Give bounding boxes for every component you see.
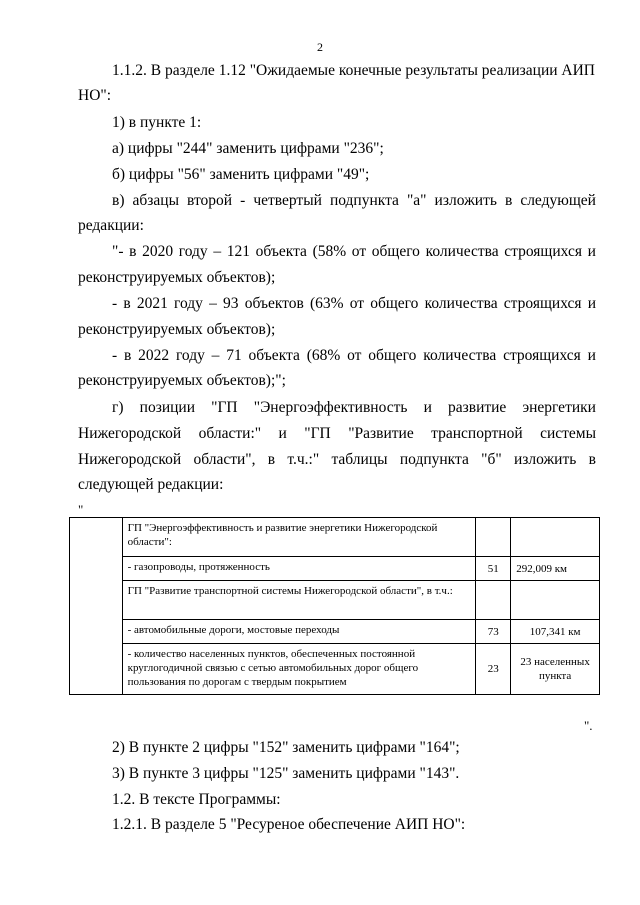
word: позиции: [139, 399, 196, 416]
word: и: [278, 425, 287, 442]
word: 93: [223, 295, 239, 312]
word: 71: [226, 347, 242, 364]
paragraph-item-a: а) цифры "244" заменить цифрами "236";: [112, 140, 384, 157]
word: количества: [423, 347, 497, 364]
word: от: [349, 295, 365, 312]
word: "Развитие: [348, 425, 414, 442]
word: г): [112, 399, 124, 416]
paragraph-item-b: б) цифры "56" заменить цифрами "49";: [112, 166, 370, 183]
paragraph-2020-cont: реконструируемых объектов);: [78, 269, 276, 286]
table-cell-name: - газопроводы, протяженность: [122, 557, 476, 581]
table-open-quote: ": [78, 502, 84, 517]
table-cell-num: [476, 518, 511, 557]
paragraph-1-1-2: 1.1.2. В разделе 1.12 "Ожидаемые конечные результаты реализации АИП: [112, 62, 595, 79]
paragraph-item-v-cont: редакции:: [78, 217, 144, 234]
paragraph-2020: [112, 242, 596, 262]
word: области",: [193, 451, 256, 468]
paragraph-item-g: [112, 398, 596, 418]
paragraph-1-2: 1.2. В тексте Программы:: [112, 791, 281, 808]
table-cell-unit: [511, 581, 600, 620]
paragraph-item-3: 3) В пункте 3 цифры "125" заменить цифрами "143".: [112, 765, 460, 782]
word: от: [351, 243, 367, 260]
paragraph-item-g-line3: [78, 450, 596, 470]
word: объектов: [244, 295, 304, 312]
table-row: [70, 557, 600, 581]
table-cell-num: 51: [476, 557, 511, 581]
word: и: [587, 243, 596, 260]
table-cell-name: ГП "Энергоэффективность и развитие энергетики Нижегородской области":: [122, 518, 476, 557]
table-cell-name: ГП "Развитие транспортной системы Нижегородской области", в т.ч.:: [122, 581, 476, 620]
word: "б": [481, 451, 502, 468]
word: системы: [540, 425, 596, 442]
word: объекта: [248, 347, 300, 364]
table-cell-name: - количество населенных пунктов, обеспеченных постоянной круглогодичной связью с сетью автомобильных дорог общего пользования по дорогам с твердым покрытием: [122, 644, 476, 695]
paragraph-1-1-2-cont: НО":: [78, 87, 112, 104]
table-cell-unit: [511, 518, 600, 557]
word: от: [347, 347, 362, 364]
word: –: [213, 243, 222, 260]
table-row: [70, 644, 600, 695]
word: –: [209, 295, 217, 312]
word: и: [423, 399, 432, 416]
word: -: [112, 295, 118, 312]
paragraph-2022: [112, 346, 596, 366]
word: изложить: [434, 192, 497, 209]
table-cell-num: 23: [476, 644, 511, 695]
word: в: [504, 192, 513, 209]
word: Нижегородской: [78, 451, 182, 468]
word: подпункта: [399, 451, 469, 468]
word: объекта: [255, 243, 307, 260]
table-close-quote: ".: [584, 718, 593, 733]
paragraph-2021: [112, 294, 596, 314]
word: (68%: [306, 347, 341, 364]
word: году: [174, 295, 203, 312]
word: (58%: [312, 243, 347, 260]
table-cell-unit: 107,341 км: [511, 620, 600, 644]
table-row: [70, 518, 600, 557]
table-cell-num: [476, 581, 511, 620]
word: следующей: [520, 192, 596, 209]
word: -: [112, 347, 118, 364]
word: второй: [187, 192, 233, 209]
table-cell-unit: 23 населенных пункта: [511, 644, 600, 695]
word: энергетики: [522, 399, 596, 416]
word: строящихся: [504, 243, 582, 260]
word: 2020: [142, 243, 174, 260]
word: транспортной: [431, 425, 523, 442]
word: развитие: [448, 399, 507, 416]
amendment-table: [69, 517, 600, 695]
word: области:": [198, 425, 262, 442]
word: в: [123, 347, 132, 364]
word: "-: [112, 243, 124, 260]
word: году: [175, 347, 205, 364]
word: –: [211, 347, 220, 364]
word: и: [587, 347, 596, 364]
table-cell-name: - автомобильные дороги, мостовые переходы: [122, 620, 476, 644]
paragraph-item-2: 2) В пункте 2 цифры "152" заменить цифрами "164";: [112, 739, 460, 756]
word: Нижегородской: [78, 425, 182, 442]
word: и: [587, 295, 596, 312]
paragraph-item-1: 1) в пункте 1:: [112, 114, 202, 131]
word: в: [123, 295, 131, 312]
table-row: [70, 581, 600, 620]
word: количества: [424, 295, 498, 312]
word: "ГП: [211, 399, 238, 416]
word: в: [129, 243, 137, 260]
table-cell-num: 73: [476, 620, 511, 644]
word: строящихся: [503, 347, 581, 364]
word: таблицы: [331, 451, 388, 468]
table-cell-unit: 292,009 км: [511, 557, 600, 581]
word: общего: [370, 295, 419, 312]
word: (63%: [309, 295, 344, 312]
word: в): [112, 192, 125, 209]
word: четвертый: [253, 192, 322, 209]
word: строящихся: [503, 295, 582, 312]
paragraph-item-g-line4: следующей редакции:: [78, 476, 224, 493]
word: подпункта: [329, 192, 399, 209]
word: в: [588, 451, 596, 468]
paragraph-item-g-line2: [78, 424, 596, 444]
word: 121: [226, 243, 250, 260]
word: -: [240, 192, 246, 209]
word: общего: [368, 347, 417, 364]
word: "Энергоэффективность: [253, 399, 408, 416]
page-number: 2: [317, 40, 323, 54]
word: 2021: [136, 295, 168, 312]
word: т.ч.:": [287, 451, 320, 468]
word: абзацы: [132, 192, 179, 209]
word: "а": [406, 192, 427, 209]
word: общего: [371, 243, 420, 260]
word: в: [267, 451, 276, 468]
word: году: [178, 243, 208, 260]
table-blank-cell: [70, 518, 123, 695]
paragraph-item-v: [112, 191, 596, 211]
paragraph-2022-cont: реконструируемых объектов);";: [78, 372, 286, 389]
paragraph-2021-cont: реконструируемых объектов);: [78, 321, 276, 338]
word: 2022: [138, 347, 170, 364]
word: количества: [425, 243, 499, 260]
word: изложить: [513, 451, 577, 468]
paragraph-1-2-1: 1.2.1. В разделе 5 "Ресуреное обеспечение АИП НО":: [112, 816, 466, 833]
word: "ГП: [304, 425, 331, 442]
table-row: [70, 620, 600, 644]
